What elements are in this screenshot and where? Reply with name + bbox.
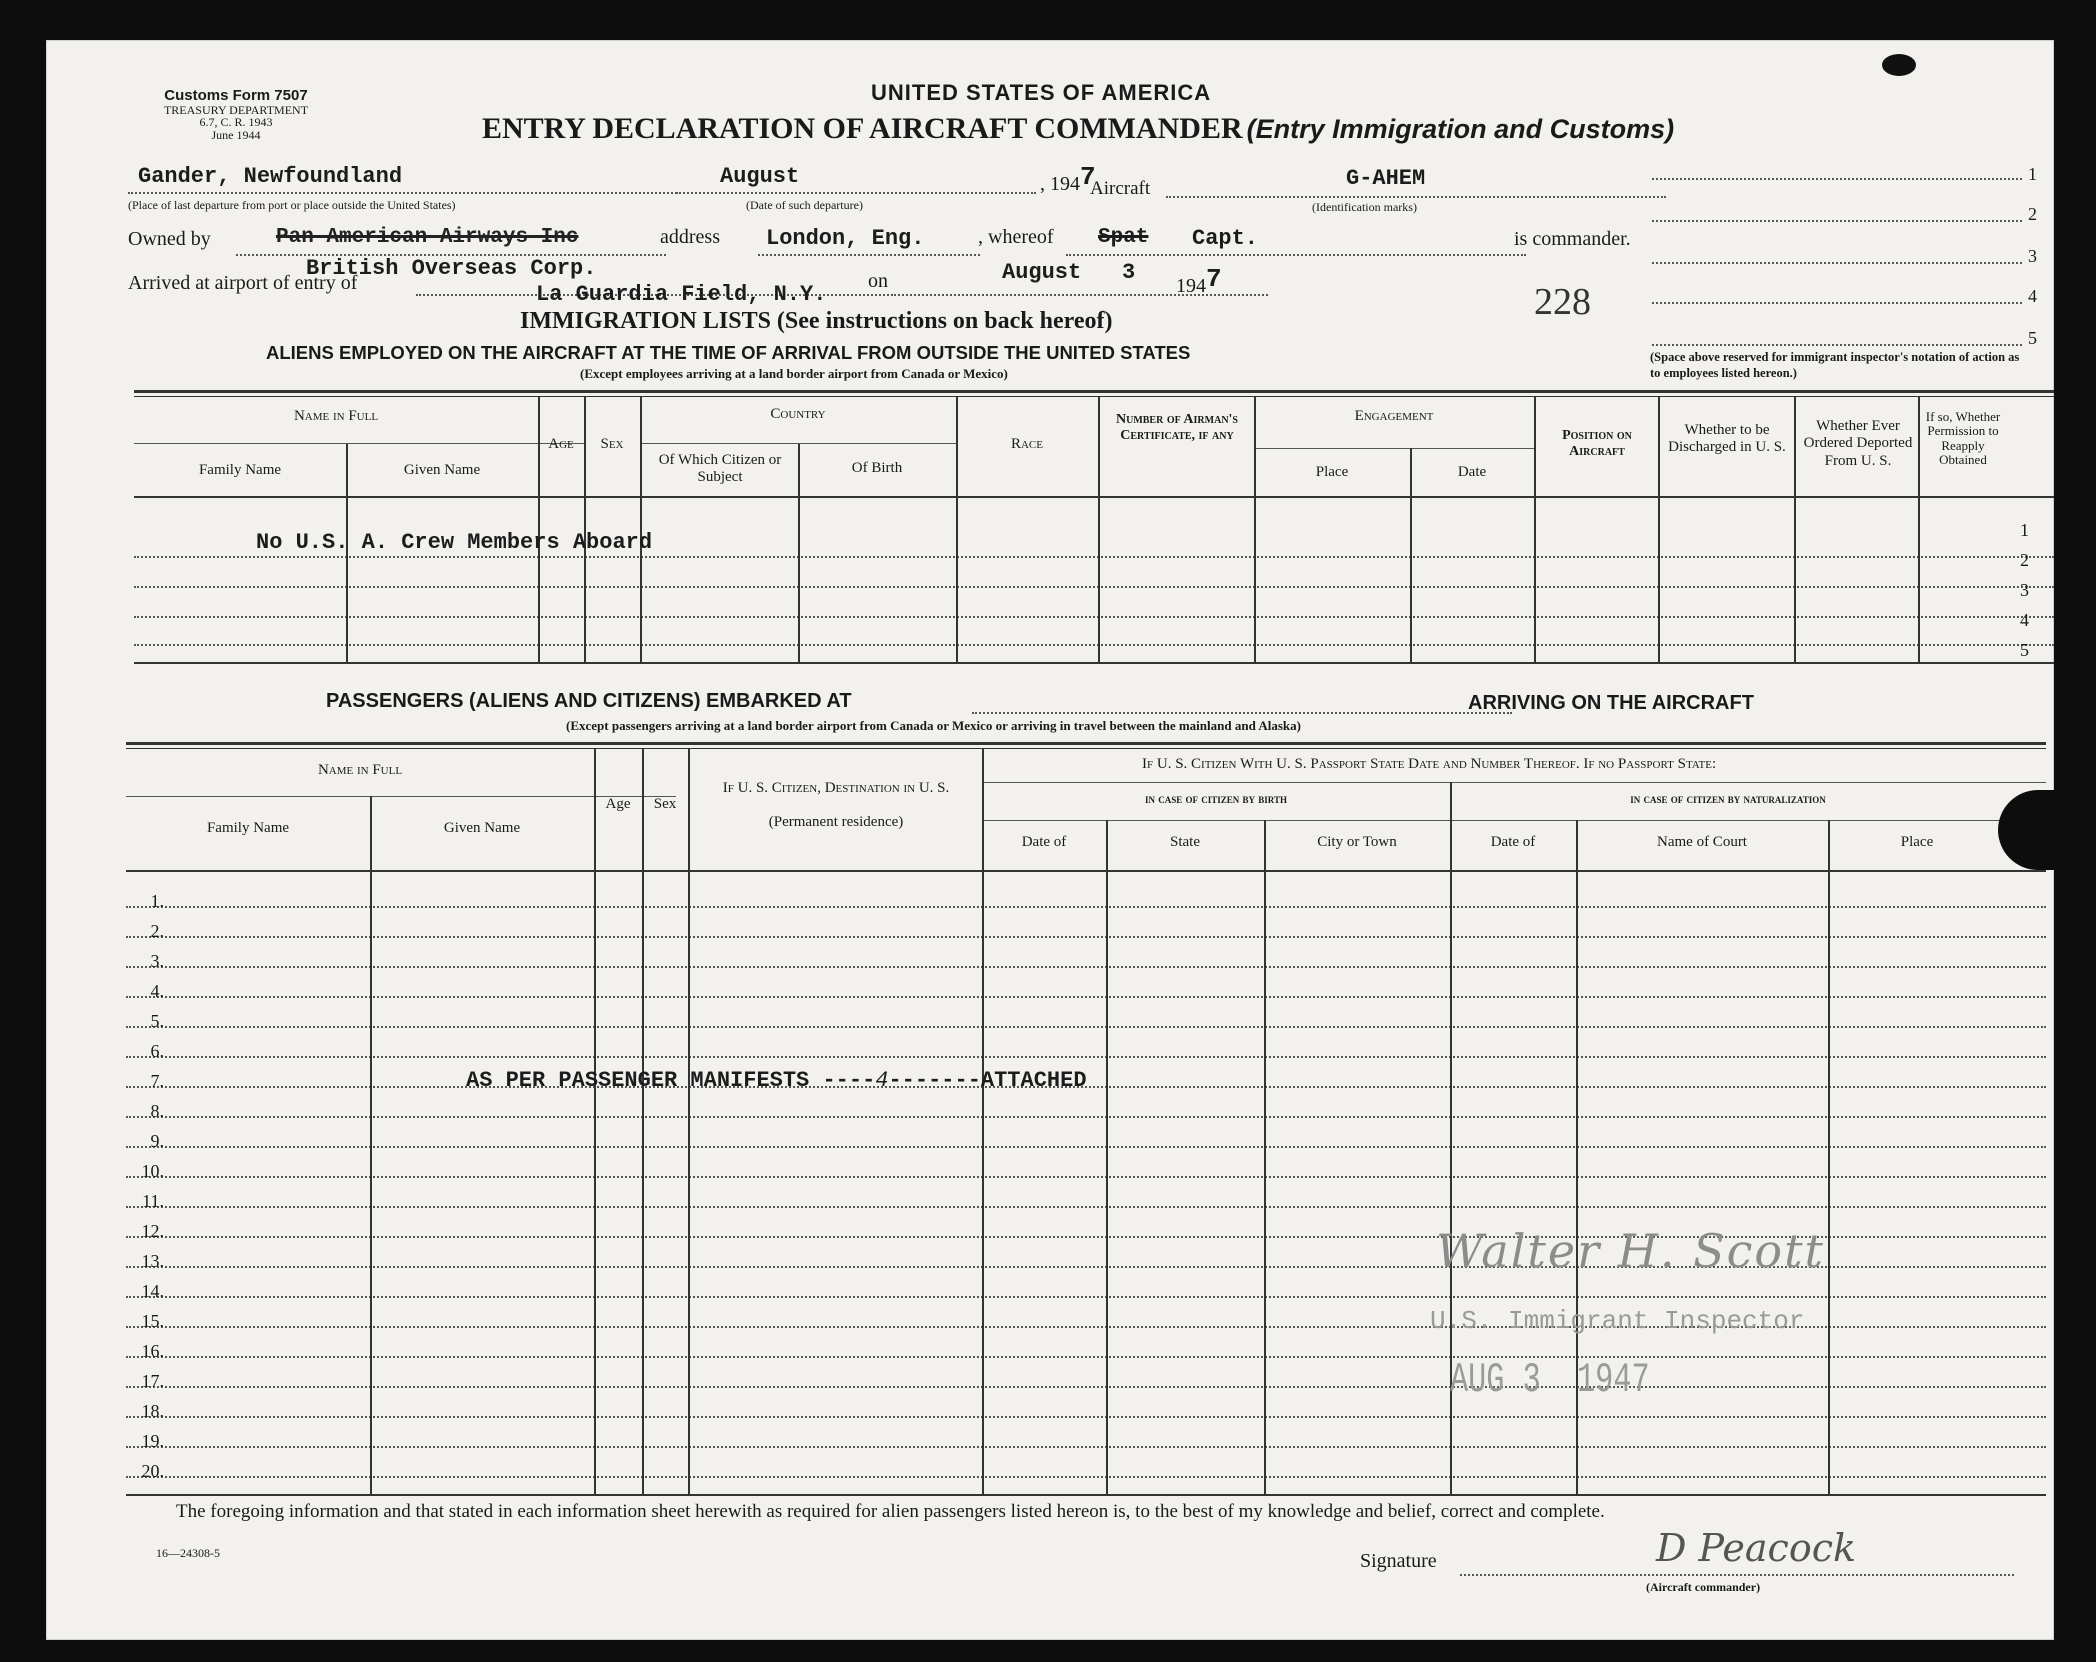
passenger-header-age: Age (605, 796, 631, 812)
crew-header-of-birth: Of Birth (851, 460, 903, 476)
crew-header-family-name: Family Name (198, 462, 282, 478)
owner-address: London, Eng. (766, 226, 925, 251)
form-id-block (126, 88, 346, 142)
arrival-on-label: on (868, 270, 888, 292)
crew-header-discharged: Whether to be Discharged in U. S. (1668, 422, 1786, 456)
owner-struck: Pan American Airways Inc (276, 226, 579, 249)
form-date: June 1944 (211, 127, 261, 142)
inspector-title: U.S. Immigrant Inspector (1430, 1306, 1805, 1336)
departure-date: August (720, 164, 800, 189)
passenger-row-number: 12. (141, 1221, 164, 1241)
passenger-row-number: 20. (141, 1461, 164, 1481)
owned-by-label: Owned by (128, 228, 211, 250)
crew-row-number: 5 (2020, 640, 2029, 660)
note-line-number: 1 (2028, 164, 2037, 184)
aircraft-label: Aircraft (1090, 178, 1151, 199)
aircraft-id: G-AHEM (1346, 166, 1426, 191)
passenger-row-number: 15. (141, 1311, 164, 1331)
crew-row-number: 2 (2020, 550, 2029, 570)
passenger-row-number: 16. (141, 1341, 164, 1361)
passenger-header-sex: Sex (653, 796, 677, 812)
passenger-row-number: 18. (141, 1401, 164, 1421)
crew-row-number: 3 (2020, 580, 2029, 600)
owner-name: British Overseas Corp. (306, 256, 597, 281)
passenger-header-date-of-naturalization: Date of (1490, 834, 1536, 850)
damage-mark (1998, 790, 2058, 870)
certification-text: The foregoing information and that stated in each information sheet herewith as required for alien passengers listed hereon is, to the best of my knowledge and belief, correct and complete. (176, 1501, 1605, 1522)
passenger-header-state: State (1170, 834, 1200, 850)
passenger-row-number: 6. (150, 1041, 164, 1061)
crew-header-position: Position on Aircraft (1562, 428, 1632, 460)
commander-struck: Spat (1098, 226, 1149, 249)
crew-header-engagement: Engagement (1354, 408, 1434, 424)
form-number: Customs Form 7507 (164, 87, 308, 104)
departure-date-caption: (Date of such departure) (746, 198, 863, 212)
arrival-month: August (1002, 260, 1082, 285)
crew-header-date: Date (1457, 464, 1487, 480)
crew-row-number: 4 (2020, 610, 2029, 630)
commander-signature: D Peacock (1656, 1526, 1857, 1570)
passenger-row-number: 17. (141, 1371, 164, 1391)
form-page (46, 40, 2054, 1640)
passenger-header-place: Place (1900, 834, 1934, 850)
passenger-header-passport: If U. S. Citizen With U. S. Passport State Date and Number Thereof. If no Passport State: (1142, 756, 1717, 772)
passenger-row-number: 8. (150, 1101, 164, 1121)
passenger-row-number: 5. (150, 1011, 164, 1031)
crew-header-race: Race (1010, 436, 1043, 452)
crew-section-note: (Except employees arriving at a land border airport from Canada or Mexico) (580, 366, 1008, 381)
passenger-header-name-in-full: Name in Full (317, 762, 403, 778)
passenger-header-given-name: Given Name (443, 820, 521, 836)
passenger-row-number: 4. (150, 981, 164, 1001)
passenger-entry-count: 4 (875, 1068, 889, 1093)
passenger-section-title-right: ARRIVING ON THE AIRCRAFT (1468, 692, 1754, 714)
passenger-header-by-naturalization: in case of citizen by naturalization (1630, 791, 1826, 806)
crew-entry: No U.S. A. Crew Members Aboard (256, 530, 653, 555)
departure-year-suffix: 7 (1080, 162, 1096, 192)
form-department: TREASURY DEPARTMENT (163, 102, 309, 117)
crew-row-number: 1 (2020, 520, 2029, 540)
passenger-section-title-left: PASSENGERS (ALIENS AND CITIZENS) EMBARKED AT (326, 690, 852, 712)
passenger-row-numbers (86, 886, 164, 1486)
passenger-section-note: (Except passengers arriving at a land border airport from Canada or Mexico or arriving in travel between the mainland and Alaska) (566, 718, 1301, 733)
passenger-header-date-of: Date of (1021, 834, 1067, 850)
crew-header-deported: Whether Ever Ordered Deported From U. S. (1803, 418, 1913, 469)
passenger-entry-right: ATTACHED (980, 1068, 1087, 1093)
arrival-year (1176, 264, 1222, 300)
inspector-date-stamp: AUG 3 1947 (1450, 1356, 1650, 1404)
passenger-row-number: 11. (142, 1191, 164, 1211)
crew-header-airman-cert: Number of Airman's Certificate, if any (1115, 412, 1238, 444)
inspector-notes-caption: (Space above reserved for immigrant inspector's notation of action as to employees listed hereon.) (1650, 350, 2020, 380)
passenger-row-number: 19. (141, 1431, 164, 1451)
whereof-label: , whereof (978, 226, 1054, 248)
crew-header-place: Place (1315, 464, 1349, 480)
departure-place: Gander, Newfoundland (138, 164, 403, 189)
crew-header-age: Age (548, 436, 574, 452)
aircraft-id-caption: (Identification marks) (1312, 200, 1417, 214)
commander-label: is commander. (1514, 228, 1631, 250)
form-title (482, 112, 1674, 146)
passenger-header-destination-sub: (Permanent residence) (768, 814, 904, 830)
arrival-year-prefix: 194 (1176, 275, 1206, 297)
crew-section-subtitle: ALIENS EMPLOYED ON THE AIRCRAFT AT THE TIME OF ARRIVAL FROM OUTSIDE THE UNITED STATES (266, 342, 1191, 363)
address-label: address (660, 226, 720, 248)
stamp-number: 228 (1534, 281, 1591, 323)
arrival-airport: La Guardia Field, N.Y. (536, 282, 827, 307)
note-line-number: 3 (2028, 246, 2037, 266)
crew-header-of-which-citizen: Of Which Citizen or Subject (658, 452, 782, 486)
passenger-header-family-name: Family Name (206, 820, 290, 836)
arrival-day: 3 (1122, 260, 1136, 285)
note-line-number: 5 (2028, 328, 2037, 348)
crew-header-sex: Sex (600, 436, 624, 452)
crew-header-country: Country (770, 406, 826, 422)
signature-caption: (Aircraft commander) (1646, 1580, 1761, 1594)
passenger-row-number: 14. (141, 1281, 164, 1301)
country-heading: UNITED STATES OF AMERICA (871, 80, 1212, 105)
note-line-number: 2 (2028, 204, 2037, 224)
passenger-header-by-birth: in case of citizen by birth (1145, 791, 1287, 806)
departure-place-caption: (Place of last departure from port or place outside the United States) (128, 198, 456, 212)
crew-header-given-name: Given Name (403, 462, 481, 478)
passenger-row-number: 7. (150, 1071, 164, 1091)
passenger-row-number: 1. (150, 891, 164, 911)
crew-section-title: IMMIGRATION LISTS (See instructions on back hereof) (520, 308, 1113, 334)
damage-mark (1882, 54, 1916, 76)
inspector-signature: Walter H. Scott (1436, 1224, 1826, 1278)
passenger-entry-left: AS PER PASSENGER MANIFESTS (466, 1068, 810, 1093)
crew-header-name-in-full: Name in Full (293, 408, 379, 424)
note-line-number: 4 (2028, 286, 2037, 306)
arrival-year-suffix: 7 (1206, 264, 1222, 294)
form-title-main: ENTRY DECLARATION OF AIRCRAFT COMMANDER (482, 112, 1243, 145)
passenger-header-court: Name of Court (1657, 834, 1747, 850)
passenger-header-destination: If U. S. Citizen, Destination in U. S. (722, 780, 950, 796)
crew-header-permission: If so, Whether Permission to Reapply Obtained (1925, 409, 2001, 467)
passenger-row-number: 10. (141, 1161, 164, 1181)
passenger-row-number: 9. (150, 1131, 164, 1151)
form-regulation: 6.7, C. R. 1943 (199, 115, 273, 130)
arrived-label: Arrived at airport of entry of (128, 272, 358, 294)
signature-label: Signature (1360, 1550, 1437, 1572)
departure-year-prefix: , 194 (1040, 173, 1080, 195)
print-code: 16—24308-5 (156, 1546, 220, 1560)
passenger-row-number: 3. (150, 951, 164, 971)
form-title-paren: (Entry Immigration and Customs) (1246, 114, 1675, 144)
commander-title: Capt. (1192, 226, 1259, 251)
passenger-header-city: City or Town (1317, 834, 1397, 850)
passenger-row-number: 2. (150, 921, 164, 941)
passenger-row-number: 13. (141, 1251, 164, 1271)
passenger-entry: AS PER PASSENGER MANIFESTS ----4-------ATTACHED (466, 1068, 1087, 1093)
departure-year (1040, 162, 1096, 198)
